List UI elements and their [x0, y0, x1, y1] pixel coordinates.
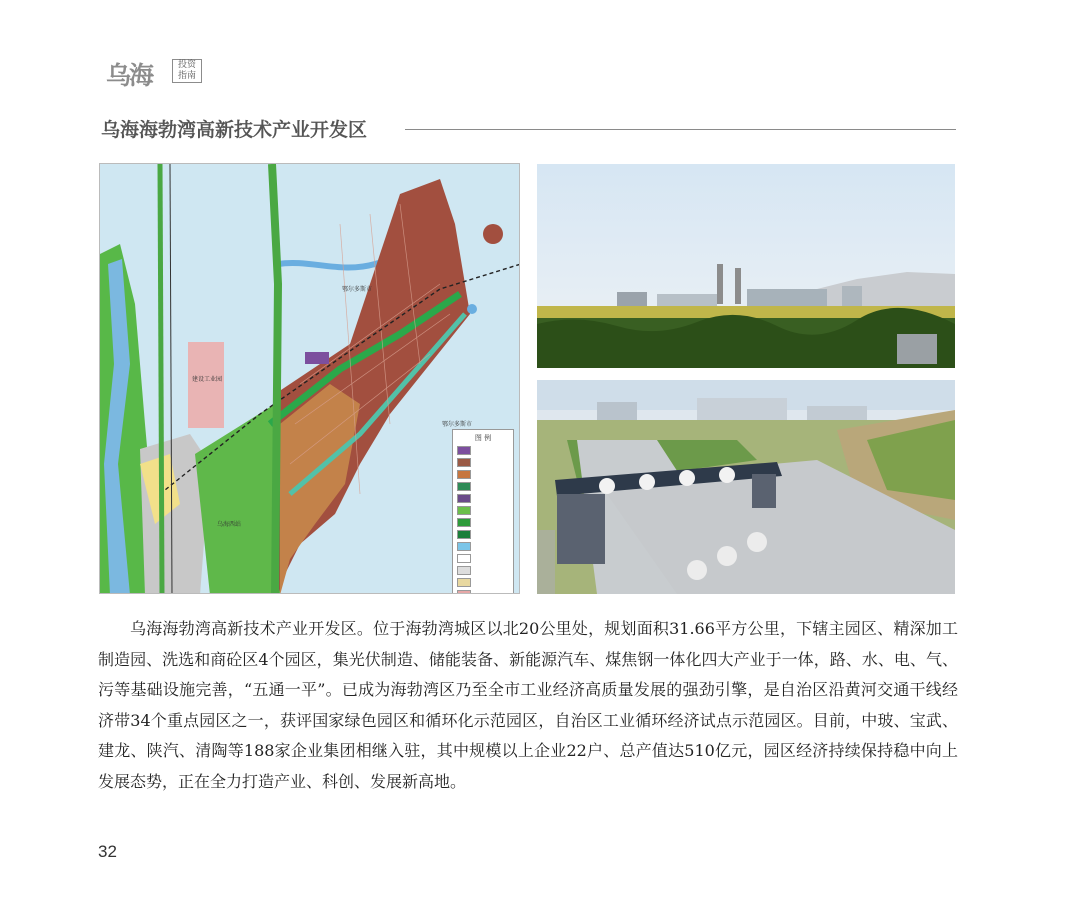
legend-swatch [457, 470, 471, 479]
legend-swatch [457, 542, 471, 551]
legend-swatch [457, 578, 471, 587]
legend-swatch [457, 482, 471, 491]
legend-item [457, 445, 509, 455]
map-legend [452, 429, 514, 594]
logo-sub-line-2: 指南 [177, 71, 196, 81]
legend-item [457, 565, 509, 575]
gate-graphic [537, 380, 955, 594]
legend-swatch [457, 530, 471, 539]
map-label-zone-west: 建设工业园 [192, 376, 223, 383]
legend-item [457, 481, 509, 491]
park-gate-photo [537, 380, 955, 594]
logo-sub-box [172, 59, 202, 83]
legend-title: 图 例 [474, 434, 492, 442]
legend-item [457, 553, 509, 563]
zone-description [98, 614, 958, 797]
legend-item [457, 529, 509, 539]
title-divider [405, 129, 956, 130]
page-title: 乌海海勃湾高新技术产业开发区 [101, 119, 368, 141]
legend-swatch [457, 566, 471, 575]
legend-item [457, 457, 509, 467]
industrial-panorama-photo [537, 164, 955, 368]
map-label-station: 乌海西站 [217, 521, 242, 528]
logo-sub-line-1: 投资 [177, 60, 196, 70]
logo-main-text: 乌海 [106, 61, 153, 90]
legend-swatch [457, 554, 471, 563]
legend-item [457, 517, 509, 527]
page-number: 32 [98, 842, 117, 861]
legend-swatch [457, 446, 471, 455]
panorama-graphic [537, 164, 955, 368]
legend-swatch [457, 494, 471, 503]
legend-item [457, 577, 509, 587]
legend-item [457, 505, 509, 515]
legend-item [457, 541, 509, 551]
brand-logo [106, 54, 198, 88]
map-label-city-north: 鄂尔多斯市 [342, 286, 373, 293]
zone-plan-map [99, 163, 520, 594]
legend-swatch [457, 518, 471, 527]
legend-swatch [457, 506, 471, 515]
legend-swatch [457, 458, 471, 467]
legend-item [457, 469, 509, 479]
description-paragraph: 乌海海勃湾高新技术产业开发区。位于海勃湾城区以北20公里处，规划面积31.66平方公里，下辖主园区、精深加工制造园、洗选和商砼区4个园区，集光伏制造、储能装备、新能源汽车、煤焦钢一体化四大产业于一体，路、水、电、气、污等基础设施完善，“五通一平”。已成为海勃湾区乃至全市工业经济高质量发展的强劲引擎，是自治区沿黄河交通干线经济带34个重点园区之一，获评国家绿色园区和循环化示范园区，自治区工业循环经济试点示范园区。目前，中玻、宝武、建龙、陕汽、清陶等188家企业集团相继入驻，其中规模以上企业22户、总产值达510亿元，园区经济持续保持稳中向上发展态势，正在全力打造产业、科创、发展新高地。 [98, 619, 958, 791]
legend-item [457, 493, 509, 503]
map-label-city-east: 鄂尔多斯市 [442, 421, 473, 428]
